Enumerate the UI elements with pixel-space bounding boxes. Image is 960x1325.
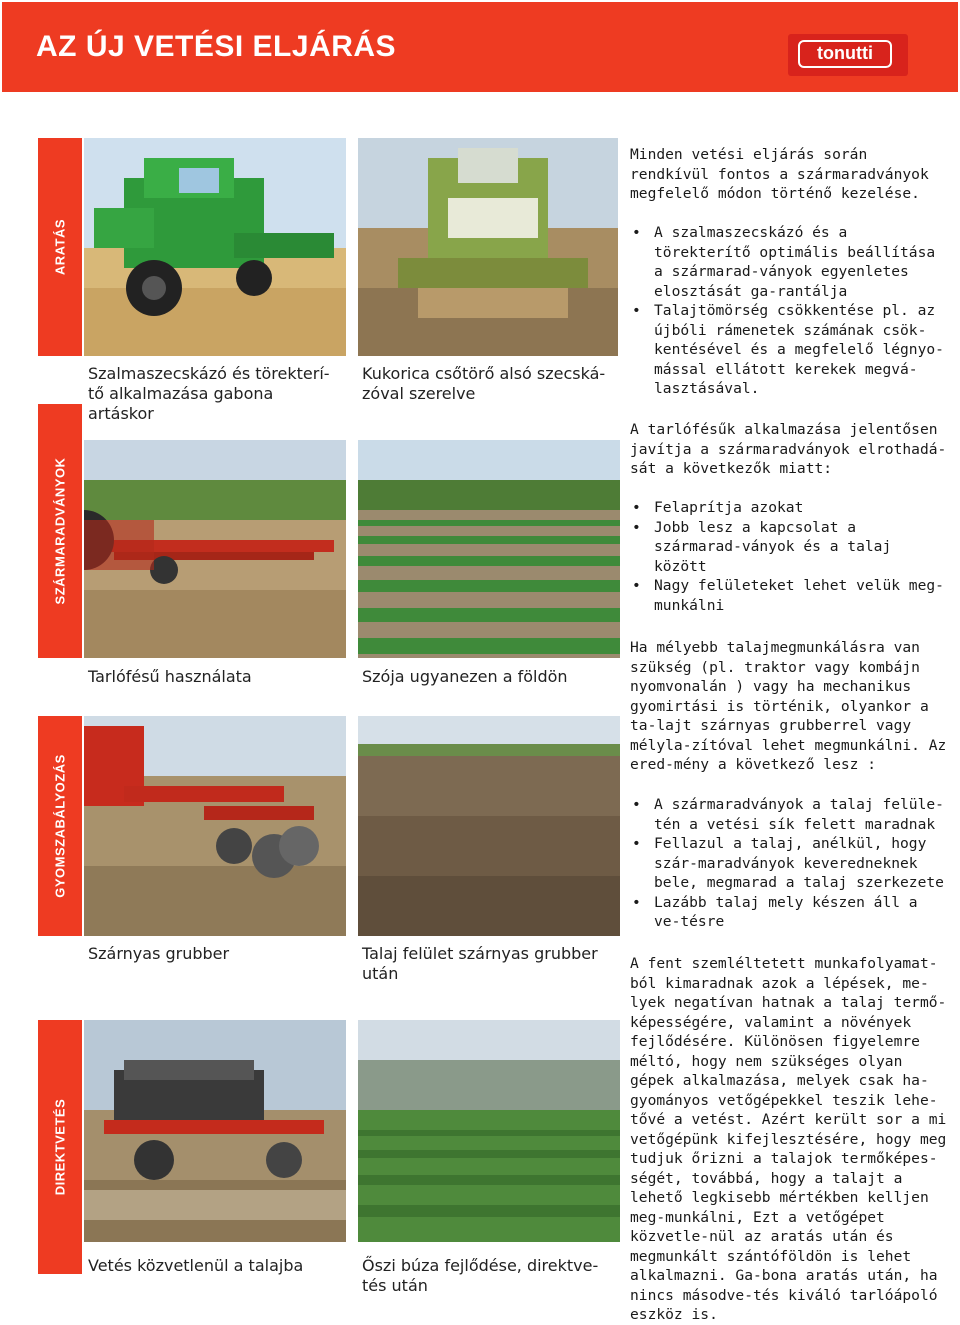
text-block-7 [630, 954, 948, 1325]
text-block-4 [630, 498, 948, 615]
photo-soybean-field [358, 440, 620, 658]
caption-winter-wheat: Őszi búza fejlődése, direktve-tés után [362, 1256, 599, 1295]
list-item: • A szármaradványok a talaj felüle-tén a vetési sík felett maradnak [630, 795, 948, 834]
text-block-3 [630, 420, 948, 479]
band-label-gyomszabalyozas: GYOMSZABÁLYOZÁS [52, 754, 68, 898]
caption-direct-seeding: Vetés közvetlenül a talajba [88, 1256, 304, 1275]
list-item: • Nagy felületeket lehet velük meg-munkálni [630, 576, 948, 615]
logo-text: tonutti [817, 43, 873, 63]
list-harvest [630, 223, 948, 399]
band-label-szarmaradvanyok: SZÁRMARADVÁNYOK [52, 457, 68, 605]
list-item: • Felaprítja azokat [630, 498, 948, 518]
photo-wing-cultivator [84, 716, 346, 936]
photo-direct-seeding [84, 1020, 346, 1242]
photo-soil-surface [358, 716, 620, 936]
text-block-2 [630, 223, 948, 399]
caption-soil-surface: Talaj felület szárnyas grubber után [362, 944, 598, 983]
band-aratas [38, 138, 82, 356]
photo-stubble-harrow [84, 440, 346, 658]
list-cultivation [630, 795, 948, 932]
band-gyomszabalyozas [38, 716, 82, 936]
page-header [2, 2, 958, 92]
band-direktvetes [38, 1020, 82, 1274]
band-szarmaradvanyok [38, 404, 82, 658]
band-label-aratas: ARATÁS [52, 218, 68, 276]
photo-combine-grain [84, 138, 346, 356]
caption-combine-grain: Szalmaszecskázó és törekterí-tő alkalmazása gabona artáskor [88, 364, 330, 423]
text-block-6 [630, 795, 948, 932]
tonutti-logo [788, 34, 908, 76]
list-item: • Talajtömörség csökkentése pl. az újbóli rámenetek számának csök-kentésével és a megfelelő légnyo-mással ellátott kerekek megvá-lasztásával. [630, 301, 948, 399]
text-block-5 [630, 638, 948, 775]
caption-corn-harvester: Kukorica csőtörő alsó szecská-zóval szerelve [362, 364, 606, 403]
caption-wing-cultivator: Szárnyas grubber [88, 944, 230, 963]
text-block-1 [630, 145, 948, 204]
paragraph-cultivation: Ha mélyebb talajmegmunkálásra van szükség (pl. traktor vagy kombájn nyomvonalán ) vagy ha mechanikus gyomirtási is történik, olyankor a ta-lajt szárnyas grubberrel vagy mélyla-zítóval lehet megmunkálni. Az ered-mény a következő lesz : [630, 639, 947, 773]
list-item: • Lazább talaj mely készen áll a ve-tésre [630, 893, 948, 932]
paragraph-intro: Minden vetési eljárás során rendkívül fontos a szármaradványok megfelelő módon történő kezelése. [630, 146, 929, 202]
caption-stubble-harrow: Tarlófésű használata [88, 667, 252, 686]
photo-corn-harvester [358, 138, 618, 356]
list-item: • Jobb lesz a kapcsolat a szármarad-ványok és a talaj között [630, 518, 948, 577]
list-item: • Fellazul a talaj, anélkül, hogy szár-maradványok keveredneknek bele, megmarad a talaj szerkezete [630, 834, 948, 893]
logo-frame [798, 40, 892, 68]
photo-winter-wheat [358, 1020, 620, 1242]
list-item: • A szalmaszecskázó és a törekterítő optimális beállítása a szármarad-ványok egyenletes elosztását ga-rantálja [630, 223, 948, 301]
list-stubble [630, 498, 948, 615]
paragraph-summary: A fent szemléltetett munkafolyamat-ból kimaradnak azok a lépések, me-lyek negatívan hatnak a talaj termő-képességére, valamint a növények fejlődésére. Különösen figyelemre méltó, hogy nem szükséges olyan gépek alkalmazása, melyek csak ha-gyományos vetőgépekkel teszik lehe-tővé a vetést. Azért került sor a mi vetőgépünk kifejlesztésére, hogy meg tudjuk őrizni a talajok termőképes-ségét, továbbá, hogy a talajt a lehető legkisebb mértékben kelljen meg-munkálni, Ezt a vetőgépet közvetle-nül az aratás után és megmunkált szántóföldön is lehet alkalmazni. Ga-bona aratás után, ha nincs másodve-tés kiváló tarlóápoló eszköz is. [630, 955, 947, 1323]
paragraph-stubble: A tarlófésűk alkalmazása jelentősen javítja a szármaradványok elrothadá-sát a következők miatt: [630, 421, 947, 477]
band-label-direktvetes: DIREKTVETÉS [52, 1098, 68, 1196]
page-title: AZ ÚJ VETÉSI ELJÁRÁS [36, 30, 397, 63]
caption-soybean-field: Szója ugyanezen a földön [362, 667, 568, 686]
